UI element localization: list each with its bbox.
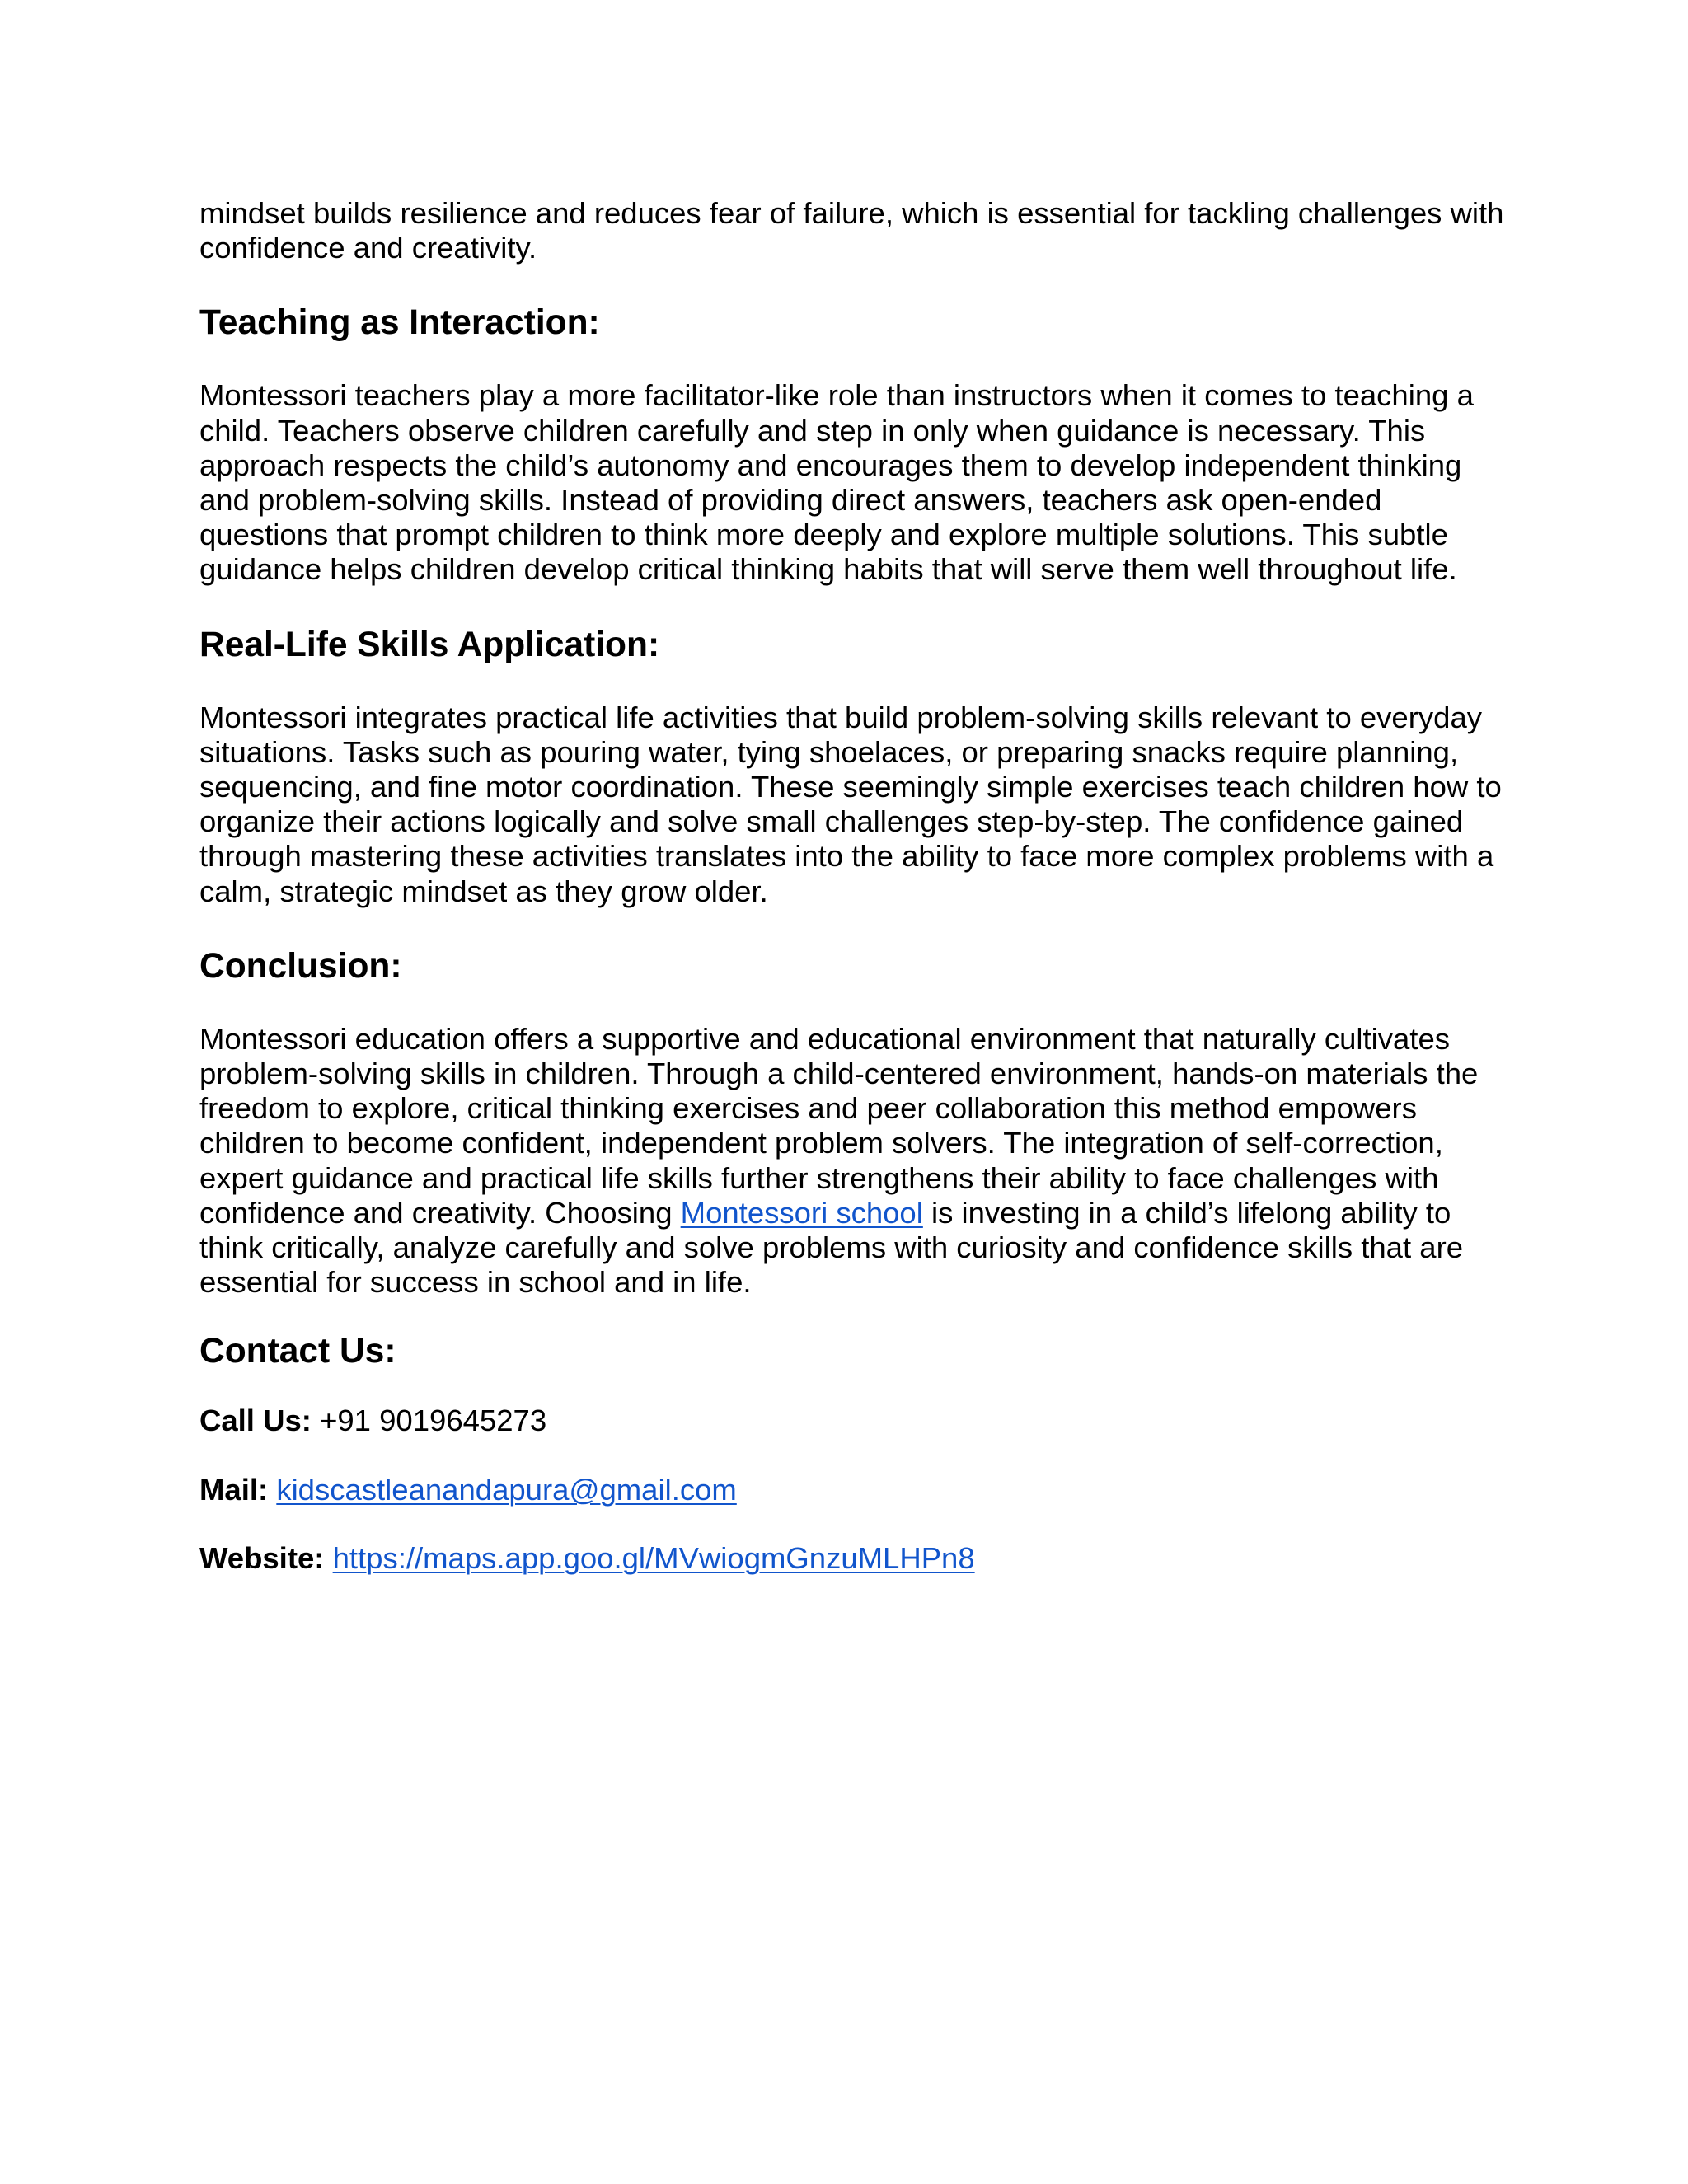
montessori-school-link[interactable]: Montessori school [680,1195,923,1230]
mail-link[interactable]: kidscastleanandapura@gmail.com [276,1472,737,1507]
mail-label: Mail: [199,1472,269,1507]
document-page [199,196,1518,1610]
call-value: +91 9019645273 [320,1404,547,1438]
call-label: Call Us: [199,1404,312,1438]
conclusion-paragraph [199,1022,1518,1301]
conclusion-text-before-link: Montessori education offers a supportive and educational environment that naturally cultivates problem-solving skills in children. Through a child-centered environment, hands-on materials the freedom to explore, critical thinking exercises and peer collaboration this method empowers children to become confident, independent problem solvers. The integration of self-correction, expert guidance and practical life skills further strengthens their ability to face challenges with confidence and creativity. Choosing [199,1021,1479,1230]
reallife-heading: Real-Life Skills Application: [199,625,660,664]
conclusion-text-after-link: is investing in a child’s lifelong ability to think critically, analyze carefully and solve problems with curiosity and confidence skills that are essential for success in school and in life. [199,1195,1464,1300]
website-label: Website: [199,1540,325,1575]
contact-call-line [199,1404,1518,1438]
intro-paragraph: mindset builds resilience and reduces fear of failure, which is essential for tackling challenges with confidence and creativity. [199,196,1504,265]
contact-website-line [199,1541,1518,1576]
contact-heading: Contact Us: [199,1332,396,1371]
teaching-paragraph: Montessori teachers play a more facilitator-like role than instructors when it comes to teaching a child. Teachers observe children carefully and step in only when guidance is necessary. This approach respects the child’s autonomy and encourages them to develop independent thinking and problem-solving skills. Instead of providing direct answers, teachers ask open-ended questions that prompt children to think more deeply and explore multiple solutions. This subtle guidance helps children develop critical thinking habits that will serve them well throughout life. [199,378,1474,587]
contact-mail-line [199,1473,1518,1507]
reallife-paragraph: Montessori integrates practical life activities that build problem-solving skills relevant to everyday situations. Tasks such as pouring water, tying shoelaces, or preparing snacks require planning, sequencing, and fine motor coordination. These seemingly simple exercises teach children how to organize their actions logically and solve small challenges step-by-step. The confidence gained through mastering these activities translates into the ability to face more complex problems with a calm, strategic mindset as they grow older. [199,700,1502,908]
teaching-heading: Teaching as Interaction: [199,303,600,343]
website-link[interactable]: https://maps.app.goo.gl/MVwiogmGnzuMLHPn8 [332,1540,975,1575]
conclusion-heading: Conclusion: [199,946,402,986]
